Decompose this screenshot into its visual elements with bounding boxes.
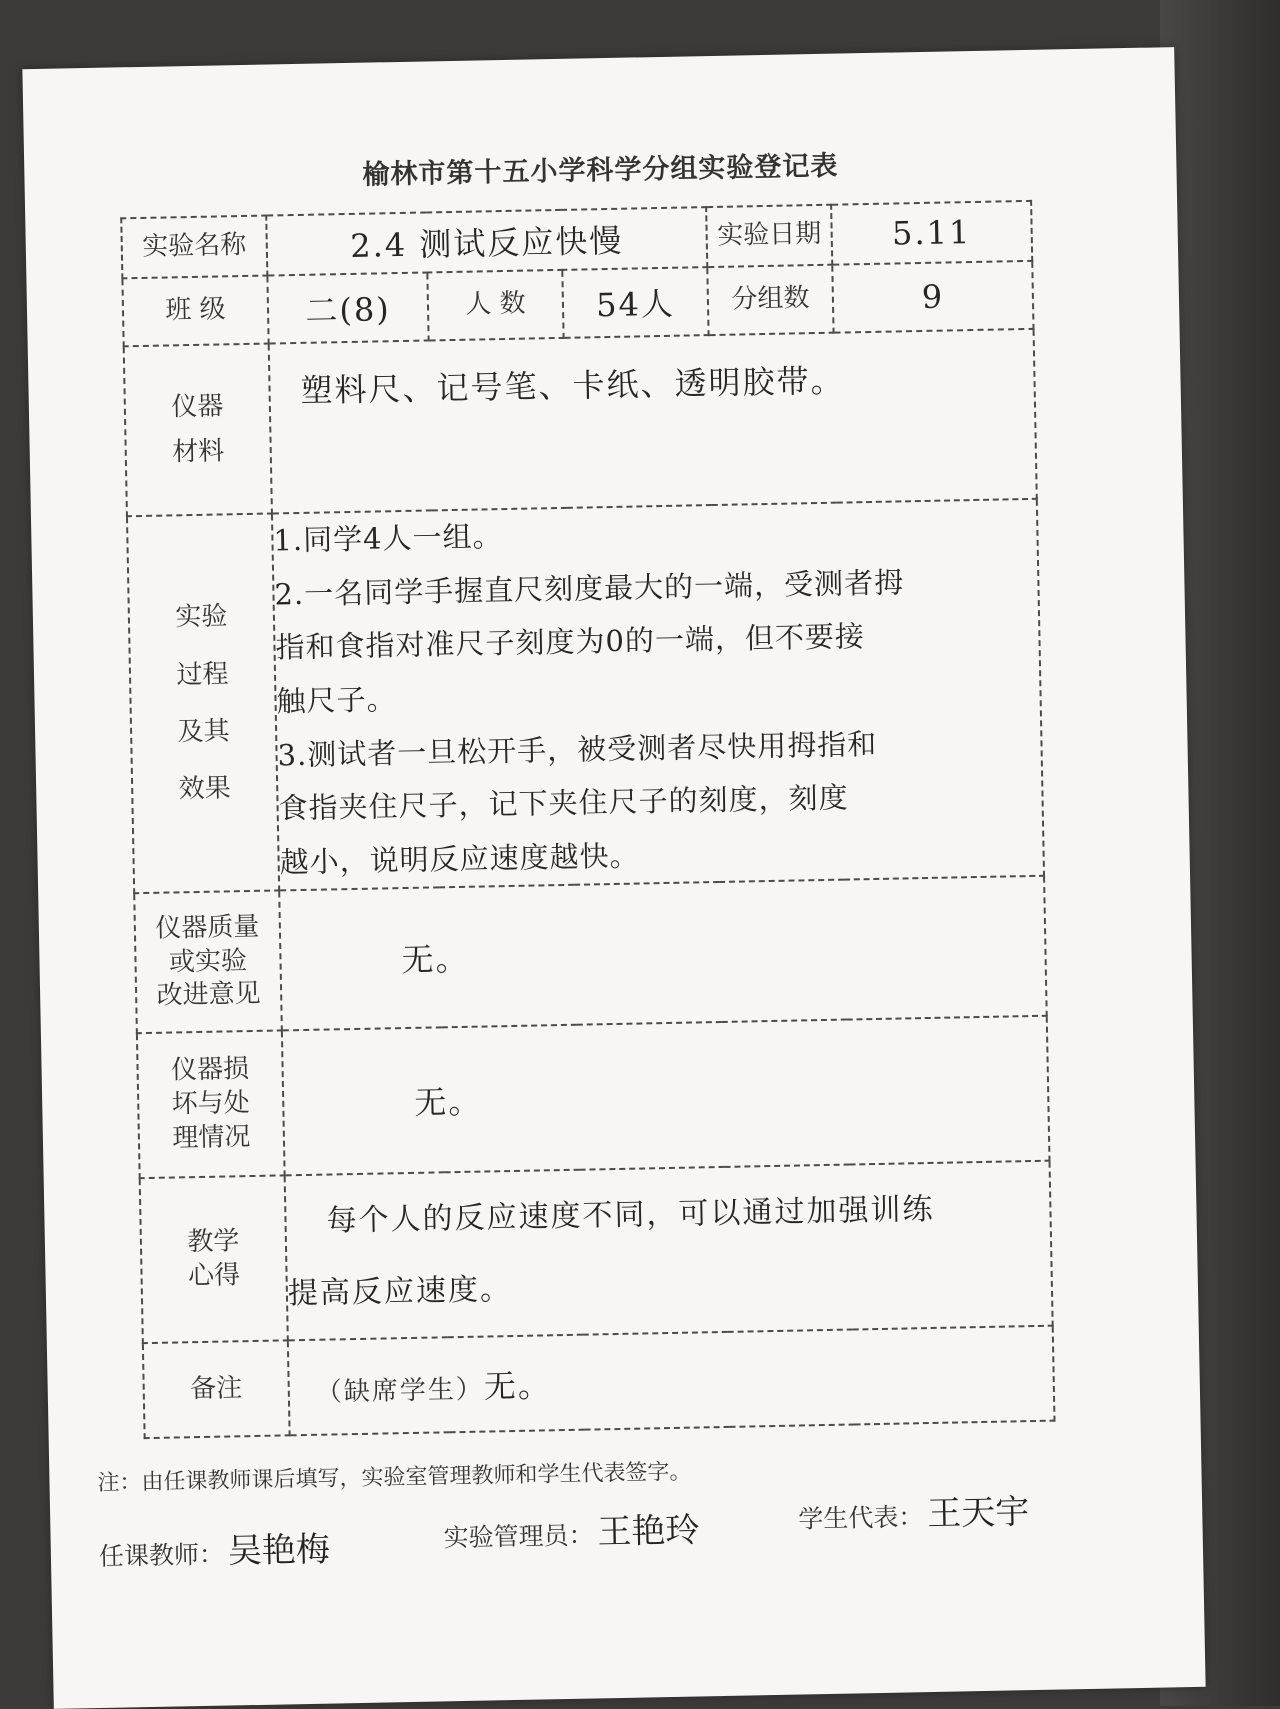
label-class: 班 级 — [122, 276, 268, 347]
process-line: 触尺子。 — [276, 682, 397, 719]
absent-students-label: （缺席学生） — [315, 1374, 485, 1408]
teacher-label: 任课教师： — [98, 1539, 225, 1572]
label-count: 人 数 — [427, 270, 563, 341]
process-line: 指和食指对准尺子刻度为0的一端，但不要接 — [275, 619, 866, 665]
process-line: 越小，说明反应速度越快。 — [279, 838, 640, 880]
label-damage: 仪器损 坏与处 理情况 — [137, 1031, 285, 1179]
count-value: 54人 — [562, 267, 708, 338]
registration-table — [120, 200, 1055, 1440]
equipment-value: 塑料尺、记号笔、卡纸、透明胶带。 — [269, 329, 1037, 514]
row-insight — [140, 1161, 1053, 1343]
row-equipment — [124, 329, 1037, 516]
paper-sheet — [22, 47, 1205, 1709]
teacher-signature — [98, 1522, 330, 1575]
row-remarks — [143, 1326, 1055, 1438]
student-signature — [798, 1484, 1030, 1537]
row-quality — [134, 876, 1047, 1033]
label-process: 实验 过程 及其 效果 — [127, 513, 279, 893]
label-equipment: 仪器 材料 — [124, 344, 272, 517]
damage-value: 无。 — [282, 1016, 1050, 1176]
teacher-name: 吴艳梅 — [227, 1529, 331, 1572]
label-insight: 教学 心得 — [140, 1176, 288, 1344]
label-quality: 仪器质量 或实验 改进意见 — [134, 891, 282, 1034]
row-damage — [137, 1016, 1050, 1178]
process-line: 2.一名同学手握直尺刻度最大的一端，受测者拇 — [274, 565, 905, 612]
class-value: 二(8) — [267, 272, 428, 343]
process-line: 3.测试者一旦松开手，被受测者尽快用拇指和 — [277, 726, 878, 772]
row-process — [127, 499, 1044, 894]
admin-name: 王艳玲 — [597, 1510, 700, 1553]
process-line: 1.同学4人一组。 — [273, 519, 503, 558]
absent-students-value: 无。 — [483, 1366, 553, 1406]
footnote: 注：由任课教师课后填写，实验室管理教师和学生代表签字。 — [97, 1459, 692, 1497]
date-value: 5.11 — [831, 201, 1032, 265]
label-date: 实验日期 — [706, 205, 832, 267]
quality-value: 无。 — [279, 876, 1047, 1031]
form-title: 榆林市第十五小学科学分组实验登记表 — [362, 150, 839, 191]
remarks-value — [288, 1326, 1055, 1436]
student-label: 学生代表： — [798, 1502, 924, 1534]
experiment-name-value: 2.4 测试反应快慢 — [266, 207, 707, 275]
process-line: 食指夹住尺子，记下夹住尺子的刻度，刻度 — [278, 780, 849, 826]
insight-value: 每个人的反应速度不同，可以通过加强训练 提高反应速度。 — [285, 1161, 1053, 1341]
signatures — [98, 1488, 1139, 1588]
groups-value: 9 — [832, 261, 1033, 333]
process-value — [272, 499, 1044, 891]
student-name: 王天宇 — [926, 1492, 1030, 1535]
label-remarks: 备注 — [143, 1341, 290, 1439]
label-groups: 分组数 — [707, 265, 833, 335]
admin-signature — [443, 1502, 700, 1556]
admin-label: 实验管理员： — [443, 1520, 594, 1553]
label-experiment-name: 实验名称 — [121, 216, 267, 279]
